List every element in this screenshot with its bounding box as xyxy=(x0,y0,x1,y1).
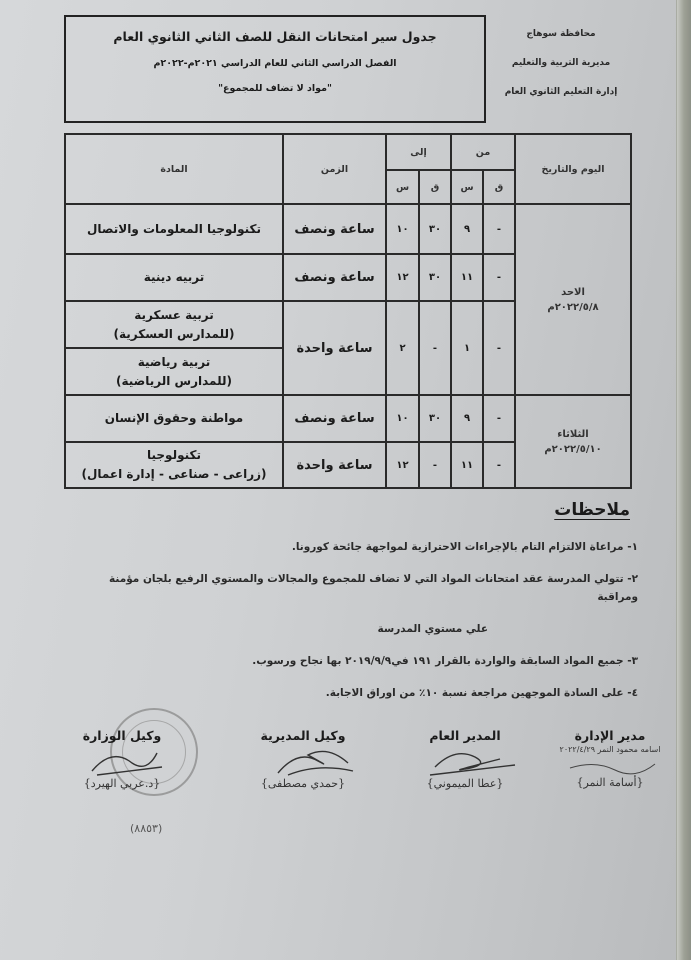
note-continuation: علي مستوي المدرسة xyxy=(377,623,488,635)
subject-qualifier: (للمدارس الرياضية) xyxy=(116,373,232,388)
from-hour: ١١ xyxy=(451,254,483,301)
to-hour: ١٠ xyxy=(386,204,419,254)
administration-label: إدارة التعليم الثانوي العام xyxy=(504,87,618,97)
to-hour: ١٠ xyxy=(386,395,419,442)
to-hour: ٢ xyxy=(386,301,419,395)
signatory-name: {د.عربي الهيرد} xyxy=(83,777,161,790)
day-name: الاحد xyxy=(561,286,585,298)
signatory-name: {حمدي مصطفى} xyxy=(260,777,346,790)
subject xyxy=(65,254,283,301)
to-minute: ٣٠ xyxy=(419,204,451,254)
header-from-hour: س xyxy=(451,170,483,204)
subject-name: تكنولوجيا المعلومات والاتصال xyxy=(87,221,261,236)
duration: ساعة واحدة xyxy=(283,442,386,488)
signature-block-directorate-deputy xyxy=(238,728,368,790)
subject-name: تربيه دينية xyxy=(143,270,205,284)
header-from-minute: ق xyxy=(483,170,515,204)
note-text: ٣- جميع المواد السابقة والواردة بالقرار ١٩١ في٢٠١٩/٩/٩ بها نجاح ورسوب. xyxy=(252,655,638,667)
note-text: ١- مراعاة الالتزام التام بالإجراءات الاحترازية لمواجهة جائحة كورونا. xyxy=(291,541,638,553)
subject xyxy=(65,204,283,254)
from-hour: ٩ xyxy=(451,204,483,254)
header-to-hour: س xyxy=(386,170,419,204)
note-item xyxy=(90,684,638,702)
header-to: إلى xyxy=(386,134,451,170)
signature-block-general-director xyxy=(405,728,525,790)
signature-role: وكيل الوزارة xyxy=(82,728,162,743)
from-hour: ٩ xyxy=(451,395,483,442)
to-minute: ٣٠ xyxy=(419,254,451,301)
day-cell xyxy=(515,395,631,488)
day-cell xyxy=(515,204,631,395)
note-text: ٤- على السادة الموجهين مراجعة نسبة ١٠٪ من اوراق الاجابة. xyxy=(325,687,638,699)
note-text: ٢- تتولي المدرسة عقد امتحانات المواد التي لا تضاف للمجموع والمجالات والمستوي الرفيع بلجان مؤمنة ومراقبة xyxy=(109,573,638,603)
subject xyxy=(65,442,283,488)
organization-header xyxy=(491,20,631,107)
signature-role: المدير العام xyxy=(429,728,501,743)
header-from: من xyxy=(451,134,515,170)
to-hour: ١٢ xyxy=(386,254,419,301)
duration: ساعة ونصف xyxy=(283,395,386,442)
table-row xyxy=(65,204,631,254)
handwritten-note: اسامه محمود النمر ٢٠٢٢/٤/٢٩ xyxy=(559,745,661,754)
subject xyxy=(65,395,283,442)
day-date: ٢٠٢٢/٥/٨م xyxy=(547,301,599,313)
subject-name: تربية عسكرية xyxy=(134,307,214,322)
day-date: ٢٠٢٢/٥/١٠م xyxy=(544,443,602,455)
note-item xyxy=(90,570,638,638)
header-duration: الزمن xyxy=(283,134,386,204)
to-hour: ١٢ xyxy=(386,442,419,488)
subject-qualifier: (زراعى - صناعى - إدارة اعمال) xyxy=(81,467,267,481)
directorate-label: مديرية التربية والتعليم xyxy=(511,58,611,68)
from-minute: - xyxy=(483,395,515,442)
from-hour: ١١ xyxy=(451,442,483,488)
signature-scribble-icon xyxy=(62,743,182,777)
document-subtitle: الفصل الدراسي الثاني للعام الدراسي ٢٠٢١م-٢٠٢٢م xyxy=(153,58,397,69)
notes-section xyxy=(90,500,638,716)
subject-qualifier: (للمدارس العسكرية) xyxy=(113,326,235,341)
page-edge-shadow xyxy=(676,0,691,960)
header-subject: المادة xyxy=(65,134,283,204)
subject xyxy=(65,301,283,348)
from-hour: ١ xyxy=(451,301,483,395)
note-item xyxy=(90,652,638,670)
subject-name: تربية رياضية xyxy=(137,354,211,369)
document-title: جدول سير امتحانات النقل للصف الثاني الثانوي العام xyxy=(113,29,437,44)
note-item xyxy=(90,538,638,556)
table-row xyxy=(65,395,631,442)
duration: ساعة ونصف xyxy=(283,254,386,301)
signatory-name: {أسامة النمر} xyxy=(576,776,644,789)
from-minute: - xyxy=(483,254,515,301)
subject-name: مواطنة وحقوق الإنسان xyxy=(104,411,244,425)
subject-name: تكنولوجيا xyxy=(147,448,201,462)
signature-role: وكيل المديرية xyxy=(260,728,346,743)
document-note: "مواد لا تضاف للمجموع" xyxy=(218,83,332,94)
header-day-date: اليوم والتاريخ xyxy=(515,134,631,204)
title-box xyxy=(64,15,486,123)
day-name: الثلاثاء xyxy=(557,428,589,440)
signatory-name: {عطا الميموني} xyxy=(426,777,504,790)
notes-heading: ملاحظات xyxy=(554,500,630,520)
from-minute: - xyxy=(483,301,515,395)
governorate-label: محافظة سوهاج xyxy=(526,29,596,39)
signature-scribble-icon xyxy=(555,758,665,776)
subject xyxy=(65,348,283,395)
to-minute: - xyxy=(419,442,451,488)
signature-block-admin-director xyxy=(555,728,665,789)
reference-number: (٨٨٥٣) xyxy=(130,822,163,835)
signature-block-ministry-deputy xyxy=(62,728,182,790)
exam-schedule-table xyxy=(64,133,632,489)
header-to-minute: ق xyxy=(419,170,451,204)
from-minute: - xyxy=(483,204,515,254)
to-minute: - xyxy=(419,301,451,395)
signature-role: مدير الإدارة xyxy=(574,728,646,743)
duration: ساعة ونصف xyxy=(283,204,386,254)
signature-scribble-icon xyxy=(405,743,525,777)
notes-list xyxy=(90,538,638,702)
signature-scribble-icon xyxy=(238,743,368,777)
from-minute: - xyxy=(483,442,515,488)
to-minute: ٣٠ xyxy=(419,395,451,442)
duration: ساعة واحدة xyxy=(283,301,386,395)
